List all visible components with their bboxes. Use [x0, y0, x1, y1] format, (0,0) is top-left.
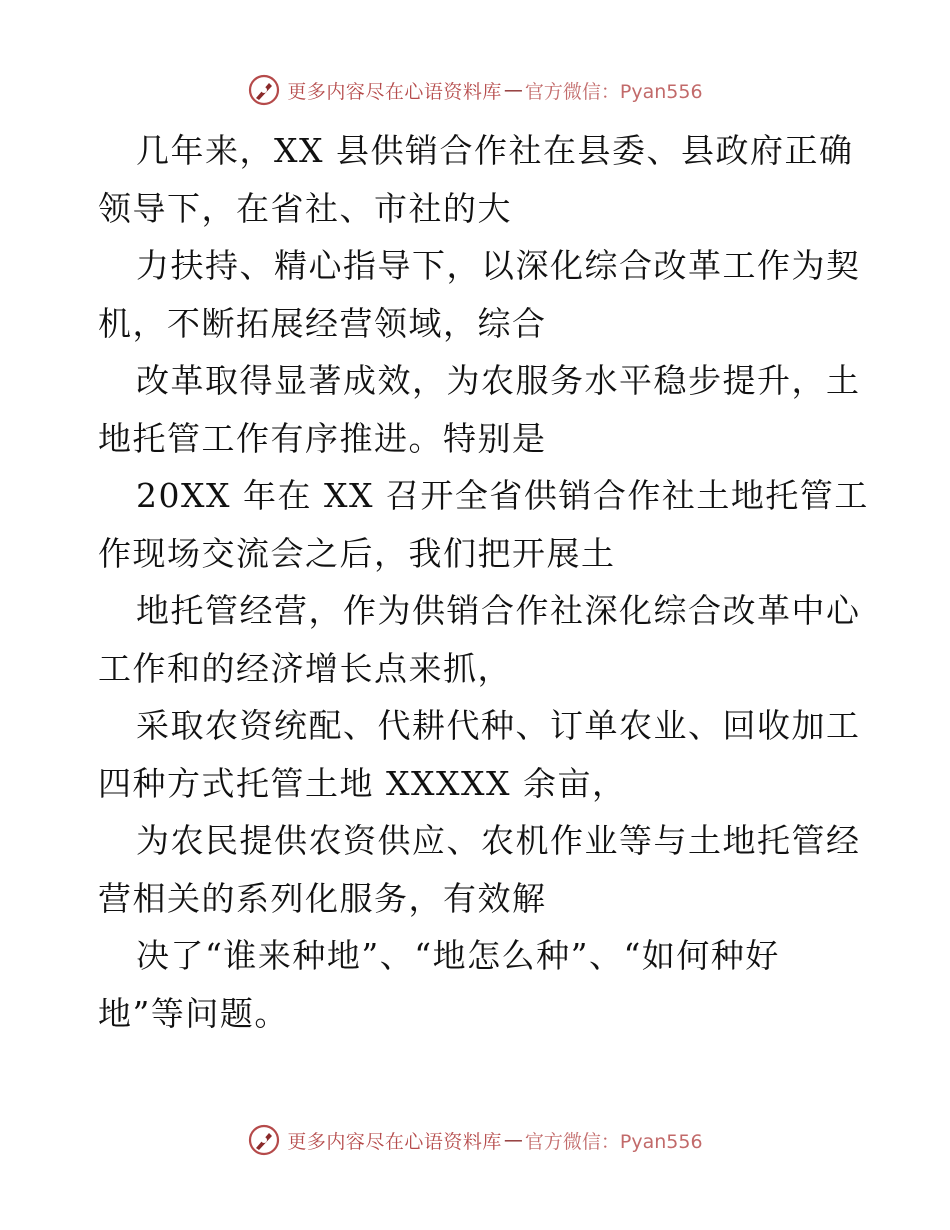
paragraph-1 — [98, 122, 858, 237]
pen-logo-icon — [247, 73, 281, 107]
paragraph-line: 决了“谁来种地”、“地怎么种”、“如何种好 — [136, 936, 780, 975]
paragraph-line: 作现场交流会之后，我们把开展土 — [98, 533, 616, 573]
paragraph-line: 工作和的经济增长点来抓， — [98, 648, 512, 688]
paragraph-line: 地托管经营，作为供销合作社深化综合改革中心 — [136, 591, 861, 630]
paragraph-8 — [98, 927, 858, 1042]
paragraph-3 — [98, 352, 861, 467]
pen-logo-icon — [247, 1123, 281, 1157]
paragraph-line: 20XX 年在 XX 召开全省供销合作社土地托管工 — [136, 476, 869, 515]
paragraph-line: 地托管工作有序推进。特别是 — [98, 418, 547, 458]
paragraph-line: 采取农资统配、代耕代种、订单农业、回收加工 — [136, 706, 861, 745]
paragraph-line: 地”等问题。 — [98, 993, 289, 1033]
paragraph-4 — [98, 467, 869, 582]
paragraph-6 — [98, 697, 861, 812]
banner-separator: — — [503, 79, 523, 101]
paragraph-line: 领导下，在省社、市社的大 — [98, 188, 512, 228]
page-header-banner — [0, 72, 950, 108]
banner-separator: — — [503, 1129, 523, 1151]
paragraph-line: 几年来，XX 县供销合作社在县委、县政府正确 — [136, 131, 854, 170]
paragraph-line: 机，不断拓展经营领域，综合 — [98, 303, 547, 343]
paragraph-2 — [98, 237, 861, 352]
paragraph-7 — [98, 812, 861, 927]
paragraph-line: 改革取得显著成效，为农服务水平稳步提升，土 — [136, 361, 861, 400]
paragraph-line: 为农民提供农资供应、农机作业等与土地托管经 — [136, 821, 861, 860]
banner-title: 更多内容尽在心语资料库 — [287, 80, 502, 103]
paragraph-line: 营相关的系列化服务，有效解 — [98, 878, 547, 918]
page-footer-banner — [0, 1122, 950, 1158]
paragraph-line: 力扶持、精心指导下，以深化综合改革工作为契 — [136, 246, 861, 285]
banner-title: 更多内容尽在心语资料库 — [287, 1130, 502, 1153]
paragraph-5 — [98, 582, 861, 697]
banner-wechat: 官方微信：Pyan556 — [524, 1130, 703, 1153]
banner-wechat: 官方微信：Pyan556 — [524, 80, 703, 103]
paragraph-line: 四种方式托管土地 XXXXX 余亩， — [98, 763, 627, 803]
document-body — [98, 122, 869, 1042]
